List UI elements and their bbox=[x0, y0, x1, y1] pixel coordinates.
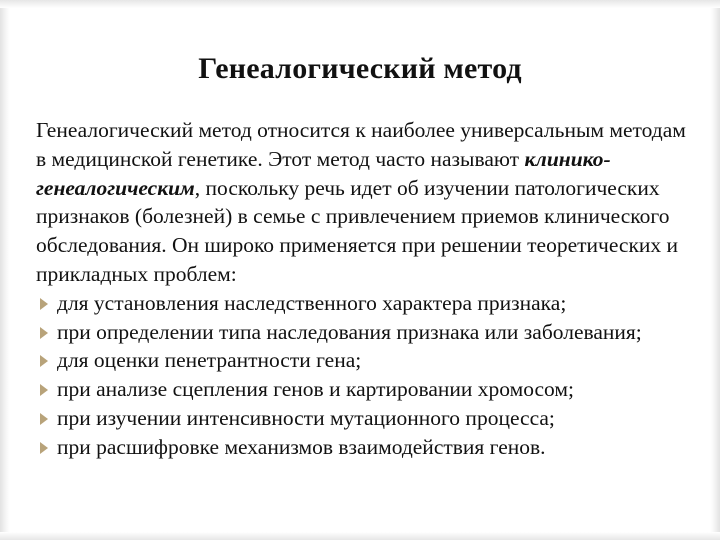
triangle-right-icon bbox=[40, 298, 48, 310]
bullet-text: при расшифровке механизмов взаимодействия генов. bbox=[57, 434, 546, 459]
bullet-list bbox=[36, 289, 692, 462]
bullet-item bbox=[36, 375, 692, 404]
triangle-right-icon bbox=[40, 442, 48, 454]
bullet-item bbox=[36, 318, 692, 347]
bullet-item bbox=[36, 404, 692, 433]
triangle-right-icon bbox=[40, 355, 48, 367]
bullet-item bbox=[36, 346, 692, 375]
bullet-text: при изучении интенсивности мутационного процесса; bbox=[57, 405, 555, 430]
slide-body bbox=[36, 116, 692, 462]
bullet-item bbox=[36, 433, 692, 462]
triangle-right-icon bbox=[40, 413, 48, 425]
intro-emphasis: клинико-генеалогическим bbox=[36, 146, 611, 200]
intro-paragraph bbox=[36, 116, 692, 289]
slide-edge-bottom bbox=[0, 532, 720, 540]
bullet-text: для установления наследственного характера признака; bbox=[57, 290, 567, 315]
bullet-text: для оценки пенетрантности гена; bbox=[57, 348, 362, 373]
intro-text-part1: Генеалогический метод относится к наиболее универсальным методам в медицинской генетике. Этот метод часто называют bbox=[36, 118, 686, 171]
slide-title: Генеалогический метод bbox=[198, 52, 522, 85]
triangle-right-icon bbox=[40, 384, 48, 396]
bullet-text: при анализе сцепления генов и картировании хромосом; bbox=[57, 377, 574, 402]
bullet-text: при определении типа наследования признака или заболевания; bbox=[57, 319, 642, 344]
triangle-right-icon bbox=[40, 327, 48, 339]
slide-edge-top bbox=[0, 0, 720, 8]
bullet-item bbox=[36, 289, 692, 318]
intro-text-part2: , поскольку речь идет об изучении патологических признаков (болезней) в семье с привлечением приемов клинического обследования. Он широко применяется при решении теоретических и прикладных проблем: bbox=[36, 175, 679, 286]
